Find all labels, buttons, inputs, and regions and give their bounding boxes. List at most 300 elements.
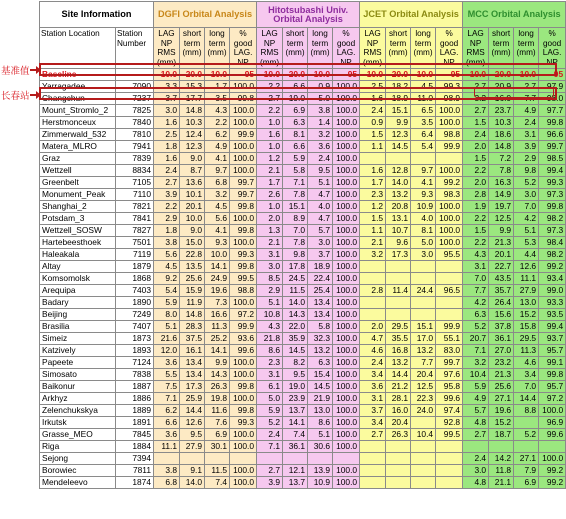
- m-long-term-cell: 3.0: [514, 189, 539, 201]
- h-pct-good-cell: 100.0: [333, 333, 360, 345]
- j-lag-np-cell: 1.1: [360, 225, 386, 237]
- station-row: [40, 81, 566, 93]
- m-pct-good-cell: 97.9: [539, 81, 566, 93]
- d-short-term-cell: 12.3: [180, 141, 205, 153]
- j-pct-good-cell: 55.1: [436, 333, 463, 345]
- m-pct-good-cell: [539, 441, 566, 453]
- h-short-term-cell: 7.0: [283, 225, 308, 237]
- m-lag-np-cell: 7.0: [463, 273, 489, 285]
- m-short-term-cell: 21.3: [489, 237, 514, 249]
- j-short-term-cell: 20.8: [386, 201, 411, 213]
- station-number-cell: 7825: [116, 105, 154, 117]
- j-long-term-cell: 22.3: [411, 393, 436, 405]
- d-lag-np-cell: 2.4: [154, 165, 180, 177]
- h-long-term-cell: 4.7: [308, 213, 333, 225]
- h-lag-np-cell: 2.2: [257, 105, 283, 117]
- m-pct-good-cell: 93.3: [539, 297, 566, 309]
- m-long-term-cell: 3.1: [514, 129, 539, 141]
- station-location-cell: Herstmonceux: [40, 117, 116, 129]
- j-lag-np-cell: 2.4: [360, 357, 386, 369]
- station-number-cell: 1868: [116, 273, 154, 285]
- j-pct-good-cell: 97.6: [436, 369, 463, 381]
- j-pct-good-cell: 99.2: [436, 177, 463, 189]
- station-number-cell: 7941: [116, 141, 154, 153]
- j-long-term-cell: [411, 465, 436, 477]
- station-number-cell: 7403: [116, 285, 154, 297]
- d-short-term-cell: 10.1: [180, 189, 205, 201]
- d-pct-good-cell: 100.0: [230, 393, 257, 405]
- j-short-term-cell: 26.3: [386, 429, 411, 441]
- j-lag-np-cell: 2.3: [360, 189, 386, 201]
- j-pct-good-cell: [436, 273, 463, 285]
- station-row: [40, 429, 566, 441]
- h-pct-good-cell: 100.0: [333, 93, 360, 105]
- j-long-term-cell: [411, 297, 436, 309]
- h-long-term-cell: 4.0: [308, 201, 333, 213]
- h-long-term-cell: 15.4: [308, 369, 333, 381]
- j-lag-np-cell: [360, 297, 386, 309]
- station-location-cell: Borowiec: [40, 465, 116, 477]
- station-location-cell: Altay: [40, 261, 116, 273]
- j-short-term-cell: 13.2: [386, 189, 411, 201]
- station-location-cell: Arkhyz: [40, 393, 116, 405]
- m-lag-np-cell: 3.2: [463, 357, 489, 369]
- d-lag-np-cell: 6.8: [154, 477, 180, 489]
- d-pct-good-cell: 99.7: [230, 189, 257, 201]
- station-row: [40, 465, 566, 477]
- m-short-term-cell: 26.4: [489, 297, 514, 309]
- m-pct-good-cell: 100.0: [539, 453, 566, 465]
- station-number-header: Station Number: [116, 28, 154, 69]
- m-short-term-cell: 14.9: [489, 189, 514, 201]
- station-location-cell: Sejong: [40, 453, 116, 465]
- j-long-term-cell: 7.7: [411, 357, 436, 369]
- h-long-term-cell: 13.0: [308, 405, 333, 417]
- h-pct-good-cell: 100.0: [333, 141, 360, 153]
- m-pct-good-cell: 99.8: [539, 201, 566, 213]
- j-long-term-cell: 8.1: [411, 225, 436, 237]
- station-location-cell: Zelenchukskya: [40, 405, 116, 417]
- h-short-term-cell: 14.3: [283, 309, 308, 321]
- j-lag-np-header: LAG NP RMS (mm): [360, 28, 386, 69]
- h-lag-np-cell: 8.5: [257, 273, 283, 285]
- d-lag-np-cell: 1.6: [154, 117, 180, 129]
- h-short-term-cell: 19.0: [283, 381, 308, 393]
- d-pct-good-cell: 100.0: [230, 81, 257, 93]
- j-lag-np-cell: 1.6: [360, 93, 386, 105]
- d-lag-np-cell: 3.7: [154, 93, 180, 105]
- j-short-term-cell: 16.8: [386, 345, 411, 357]
- d-pct-good-cell: 100.0: [230, 465, 257, 477]
- h-long-term-cell: 10.9: [308, 477, 333, 489]
- h-pct-good-cell: 100.0: [333, 201, 360, 213]
- h-long-term-cell: 22.4: [308, 273, 333, 285]
- d-short-term-cell: 14.8: [180, 105, 205, 117]
- h-lag-np-cell: 5.0: [257, 393, 283, 405]
- m-long-term-cell: 13.0: [514, 297, 539, 309]
- j-short-term-cell: 28.1: [386, 393, 411, 405]
- j-lag-np-cell: 1.5: [360, 129, 386, 141]
- h-long-term-cell: 25.4: [308, 285, 333, 297]
- j-lag-np-cell: 1.1: [360, 141, 386, 153]
- m-lag-np-cell: 2.4: [463, 129, 489, 141]
- h-pct-good-cell: 100.0: [333, 465, 360, 477]
- station-location-cell: Riga: [40, 441, 116, 453]
- j-short-term-cell: [386, 153, 411, 165]
- h-lag-np-cell: 2.2: [257, 81, 283, 93]
- h-pct-good-cell: 100.0: [333, 249, 360, 261]
- m-lag-np-cell: 3.2: [463, 93, 489, 105]
- station-number-cell: 7249: [116, 309, 154, 321]
- h-long-term-cell: 10.0: [308, 69, 333, 81]
- d-pct-good-cell: 99.8: [230, 201, 257, 213]
- d-short-term-cell: 14.8: [180, 309, 205, 321]
- m-short-term-header: short term (mm): [489, 28, 514, 69]
- h-long-term-cell: 3.6: [308, 141, 333, 153]
- d-long-term-cell: 10.0: [205, 249, 230, 261]
- m-pct-good-cell: 99.4: [539, 165, 566, 177]
- station-number-cell: 1874: [116, 477, 154, 489]
- h-long-term-cell: 5.7: [308, 225, 333, 237]
- d-short-term-cell: 17.3: [180, 381, 205, 393]
- station-row: [40, 405, 566, 417]
- m-short-term-cell: 14.8: [489, 141, 514, 153]
- h-pct-good-cell: 100.0: [333, 309, 360, 321]
- j-lag-np-cell: [360, 441, 386, 453]
- station-number-cell: 7501: [116, 237, 154, 249]
- h-short-term-cell: 14.5: [283, 345, 308, 357]
- d-lag-np-cell: 2.5: [154, 129, 180, 141]
- d-long-term-cell: 16.6: [205, 309, 230, 321]
- d-pct-good-cell: 98.8: [230, 285, 257, 297]
- m-pct-good-cell: 97.2: [539, 393, 566, 405]
- m-long-term-cell: 27.9: [514, 285, 539, 297]
- h-pct-good-cell: 100.0: [333, 261, 360, 273]
- station-location-cell: Baikonur: [40, 381, 116, 393]
- j-pct-good-cell: [436, 309, 463, 321]
- d-pct-good-cell: 100.0: [230, 297, 257, 309]
- d-pct-good-cell: 100.0: [230, 153, 257, 165]
- m-lag-np-cell: 4.9: [463, 393, 489, 405]
- m-pct-good-cell: 97.3: [539, 225, 566, 237]
- j-lag-np-cell: 4.6: [360, 345, 386, 357]
- d-pct-good-cell: 99.3: [230, 417, 257, 429]
- station-location-cell: Katzively: [40, 345, 116, 357]
- m-long-term-cell: 7.0: [514, 201, 539, 213]
- h-pct-good-cell: 100.0: [333, 177, 360, 189]
- m-long-term-cell: 14.4: [514, 393, 539, 405]
- d-short-term-cell: 25.6: [180, 273, 205, 285]
- j-lag-np-cell: [360, 153, 386, 165]
- j-long-term-cell: 10.0: [411, 69, 436, 81]
- station-location-cell: Beijing: [40, 309, 116, 321]
- j-pct-good-cell: 98.8: [436, 129, 463, 141]
- j-pct-good-cell: 92.8: [436, 417, 463, 429]
- h-lag-np-cell: 1.6: [257, 129, 283, 141]
- j-lag-np-cell: 3.6: [360, 381, 386, 393]
- d-long-term-cell: 11.3: [205, 321, 230, 333]
- m-pct-good-cell: 99.8: [539, 117, 566, 129]
- station-location-cell: Mount_Stromlo_2: [40, 105, 116, 117]
- station-location-cell: Hartebeesthoek: [40, 237, 116, 249]
- station-row: [40, 105, 566, 117]
- station-row: [40, 321, 566, 333]
- station-location-cell: Brasilia: [40, 321, 116, 333]
- j-pct-good-cell: 99.7: [436, 357, 463, 369]
- j-pct-good-cell: [436, 297, 463, 309]
- d-long-term-cell: 7.4: [205, 477, 230, 489]
- h-lag-np-cell: 2.0: [257, 213, 283, 225]
- j-lag-np-cell: 1.7: [360, 177, 386, 189]
- h-pct-good-cell: 100.0: [333, 429, 360, 441]
- d-short-term-cell: [180, 453, 205, 465]
- m-pct-good-cell: 95: [539, 69, 566, 81]
- m-lag-np-cell: 4.8: [463, 477, 489, 489]
- station-number-cell: 1891: [116, 417, 154, 429]
- m-short-term-cell: 37.8: [489, 321, 514, 333]
- m-short-term-cell: 19.7: [489, 201, 514, 213]
- j-long-term-cell: 10.4: [411, 429, 436, 441]
- station-location-cell: Wettzell: [40, 165, 116, 177]
- d-lag-np-cell: 21.6: [154, 333, 180, 345]
- j-long-term-cell: 9.7: [411, 165, 436, 177]
- m-lag-np-cell: 5.9: [463, 381, 489, 393]
- m-lag-np-cell: 2.2: [463, 165, 489, 177]
- j-lag-np-cell: 1.6: [360, 165, 386, 177]
- d-lag-np-cell: 1.8: [154, 225, 180, 237]
- mcc-header: MCC Orbital Analysis: [463, 2, 566, 28]
- j-lag-np-cell: 3.7: [360, 405, 386, 417]
- j-long-term-cell: 17.0: [411, 333, 436, 345]
- h-short-term-cell: 5.8: [283, 165, 308, 177]
- d-lag-np-cell: 3.0: [154, 105, 180, 117]
- m-long-term-cell: 3.4: [514, 369, 539, 381]
- station-performance-table: [39, 1, 566, 489]
- h-long-term-cell: 13.9: [308, 465, 333, 477]
- d-short-term-cell: 13.4: [180, 369, 205, 381]
- h-lag-np-cell: 1.0: [257, 201, 283, 213]
- j-pct-good-cell: 100.0: [436, 225, 463, 237]
- m-lag-np-cell: 1.5: [463, 117, 489, 129]
- h-lag-np-cell: 2.9: [257, 285, 283, 297]
- m-short-term-cell: 27.0: [489, 345, 514, 357]
- m-lag-np-cell: 3.1: [463, 261, 489, 273]
- h-pct-good-cell: 100.0: [333, 285, 360, 297]
- j-short-term-cell: 20.0: [386, 69, 411, 81]
- j-long-term-cell: [411, 477, 436, 489]
- station-location-cell: Simosato: [40, 369, 116, 381]
- j-long-term-cell: 6.5: [411, 105, 436, 117]
- m-long-term-cell: 9.8: [514, 165, 539, 177]
- h-lag-np-cell: 1.2: [257, 153, 283, 165]
- j-short-term-cell: 15.1: [386, 105, 411, 117]
- j-pct-good-cell: [436, 453, 463, 465]
- h-long-term-cell: 32.3: [308, 333, 333, 345]
- h-lag-np-cell: 2.3: [257, 357, 283, 369]
- m-lag-np-cell: 2.0: [463, 177, 489, 189]
- j-pct-good-cell: 95: [436, 69, 463, 81]
- m-pct-good-cell: 95.7: [539, 381, 566, 393]
- d-long-term-cell: 19.8: [205, 393, 230, 405]
- m-lag-np-header: LAG NP RMS (mm): [463, 28, 489, 69]
- h-short-term-cell: 6.6: [283, 141, 308, 153]
- j-short-term-header: short term (mm): [386, 28, 411, 69]
- m-short-term-cell: 18.6: [489, 129, 514, 141]
- station-row: [40, 177, 566, 189]
- d-long-term-cell: 4.9: [205, 141, 230, 153]
- m-pct-good-cell: 98.0: [539, 93, 566, 105]
- h-long-term-cell: 3.7: [308, 249, 333, 261]
- m-lag-np-cell: 10.4: [463, 369, 489, 381]
- h-short-term-cell: 7.1: [283, 177, 308, 189]
- station-location-cell: Simeiz: [40, 333, 116, 345]
- j-long-term-cell: 3.5: [411, 117, 436, 129]
- d-pct-good-cell: 97.2: [230, 309, 257, 321]
- j-long-term-cell: [411, 417, 436, 429]
- h-long-term-cell: 4.7: [308, 189, 333, 201]
- j-pct-good-cell: [436, 477, 463, 489]
- m-short-term-cell: 25.6: [489, 381, 514, 393]
- j-lag-np-cell: 2.5: [360, 81, 386, 93]
- d-long-term-cell: 30.1: [205, 441, 230, 453]
- d-long-term-cell: 14.1: [205, 261, 230, 273]
- d-long-term-cell: 1.7: [205, 81, 230, 93]
- m-pct-good-cell: 96.6: [539, 129, 566, 141]
- d-pct-good-cell: 100.0: [230, 369, 257, 381]
- m-long-term-cell: 8.8: [514, 405, 539, 417]
- station-row: [40, 117, 566, 129]
- station-number-cell: 7827: [116, 225, 154, 237]
- h-pct-good-cell: 100.0: [333, 225, 360, 237]
- j-pct-good-cell: 98.9: [436, 93, 463, 105]
- j-short-term-cell: 9.9: [386, 117, 411, 129]
- d-long-term-cell: 24.9: [205, 273, 230, 285]
- d-pct-good-cell: 100.0: [230, 357, 257, 369]
- h-lag-np-cell: 1.0: [257, 117, 283, 129]
- d-lag-np-cell: 5.4: [154, 285, 180, 297]
- m-lag-np-cell: 7.1: [463, 345, 489, 357]
- j-pct-good-cell: 99.9: [436, 321, 463, 333]
- m-short-term-cell: 19.6: [489, 405, 514, 417]
- m-long-term-cell: [514, 441, 539, 453]
- station-number-cell: [116, 69, 154, 81]
- j-lag-np-cell: 1.2: [360, 201, 386, 213]
- d-short-term-cell: 27.9: [180, 441, 205, 453]
- d-long-term-cell: 3.2: [205, 189, 230, 201]
- m-long-term-cell: 27.1: [514, 453, 539, 465]
- j-lag-np-cell: 2.4: [360, 105, 386, 117]
- station-number-cell: 1873: [116, 333, 154, 345]
- j-lag-np-cell: 3.2: [360, 249, 386, 261]
- d-short-term-cell: 15.0: [180, 237, 205, 249]
- d-pct-good-cell: 100.0: [230, 141, 257, 153]
- m-pct-good-cell: 98.4: [539, 237, 566, 249]
- d-lag-np-cell: 3.8: [154, 465, 180, 477]
- jcet-header: JCET Orbital Analysis: [360, 2, 463, 28]
- j-lag-np-cell: [360, 453, 386, 465]
- station-row: [40, 225, 566, 237]
- station-location-cell: Potsdam_3: [40, 213, 116, 225]
- m-pct-good-header: % good LAG. NP: [539, 28, 566, 69]
- m-pct-good-cell: 99.1: [539, 357, 566, 369]
- d-short-term-cell: 22.8: [180, 249, 205, 261]
- m-lag-np-cell: 20.7: [463, 333, 489, 345]
- j-short-term-cell: 21.2: [386, 381, 411, 393]
- j-short-term-cell: 29.5: [386, 321, 411, 333]
- m-short-term-cell: [489, 441, 514, 453]
- j-pct-good-cell: 100.0: [436, 213, 463, 225]
- j-short-term-cell: [386, 441, 411, 453]
- d-lag-np-cell: 11.1: [154, 441, 180, 453]
- h-short-term-cell: 5.9: [283, 153, 308, 165]
- m-lag-np-cell: 10.0: [463, 69, 489, 81]
- j-lag-np-cell: 2.1: [360, 237, 386, 249]
- station-row: [40, 165, 566, 177]
- h-pct-good-cell: 100.0: [333, 237, 360, 249]
- h-lag-np-cell: 2.6: [257, 189, 283, 201]
- d-pct-good-cell: 99.8: [230, 405, 257, 417]
- d-pct-good-cell: 100.0: [230, 165, 257, 177]
- d-pct-good-cell: 100.0: [230, 477, 257, 489]
- d-lag-np-cell: 2.2: [154, 201, 180, 213]
- m-long-term-cell: 2.4: [514, 117, 539, 129]
- station-number-cell: 7237: [116, 93, 154, 105]
- d-pct-good-cell: 99.8: [230, 225, 257, 237]
- j-pct-good-cell: 99.6: [436, 393, 463, 405]
- j-short-term-cell: [386, 261, 411, 273]
- m-long-term-cell: 4.9: [514, 105, 539, 117]
- h-long-term-cell: 5.0: [308, 93, 333, 105]
- h-pct-good-cell: 100.0: [333, 165, 360, 177]
- d-short-term-cell: 20.1: [180, 201, 205, 213]
- station-number-cell: 7839: [116, 153, 154, 165]
- d-pct-good-cell: 93.6: [230, 333, 257, 345]
- d-lag-np-cell: 1.6: [154, 153, 180, 165]
- h-lag-np-cell: 1.0: [257, 141, 283, 153]
- h-short-term-cell: 14.0: [283, 297, 308, 309]
- j-pct-good-cell: [436, 441, 463, 453]
- j-lag-np-cell: [360, 309, 386, 321]
- station-number-cell: 7090: [116, 81, 154, 93]
- m-long-term-cell: 5.3: [514, 237, 539, 249]
- m-short-term-cell: 22.7: [489, 261, 514, 273]
- m-short-term-cell: 20.9: [489, 81, 514, 93]
- h-pct-good-cell: 100.0: [333, 153, 360, 165]
- j-pct-good-cell: 100.0: [436, 201, 463, 213]
- j-pct-good-cell: 99.5: [436, 429, 463, 441]
- m-long-term-cell: 7.9: [514, 465, 539, 477]
- j-lag-np-cell: 2.0: [360, 321, 386, 333]
- d-lag-np-cell: [154, 453, 180, 465]
- station-location-header: Station Location: [40, 28, 116, 69]
- h-pct-good-cell: 100.0: [333, 273, 360, 285]
- m-long-term-cell: [514, 417, 539, 429]
- j-pct-good-cell: 95.8: [436, 381, 463, 393]
- baseline-side-label: 基准值: [1, 66, 30, 77]
- j-lag-np-cell: 3.4: [360, 417, 386, 429]
- station-location-cell: Mendeleevo: [40, 477, 116, 489]
- station-number-cell: 1879: [116, 261, 154, 273]
- station-number-cell: 7119: [116, 249, 154, 261]
- h-lag-np-cell: 3.1: [257, 249, 283, 261]
- d-lag-np-cell: 2.7: [154, 177, 180, 189]
- m-lag-np-cell: 2.2: [463, 237, 489, 249]
- changchun-arrow: [30, 94, 37, 96]
- m-pct-good-cell: 93.7: [539, 333, 566, 345]
- m-pct-good-cell: 98.2: [539, 249, 566, 261]
- d-pct-good-cell: 95: [230, 69, 257, 81]
- j-lag-np-cell: 2.8: [360, 285, 386, 297]
